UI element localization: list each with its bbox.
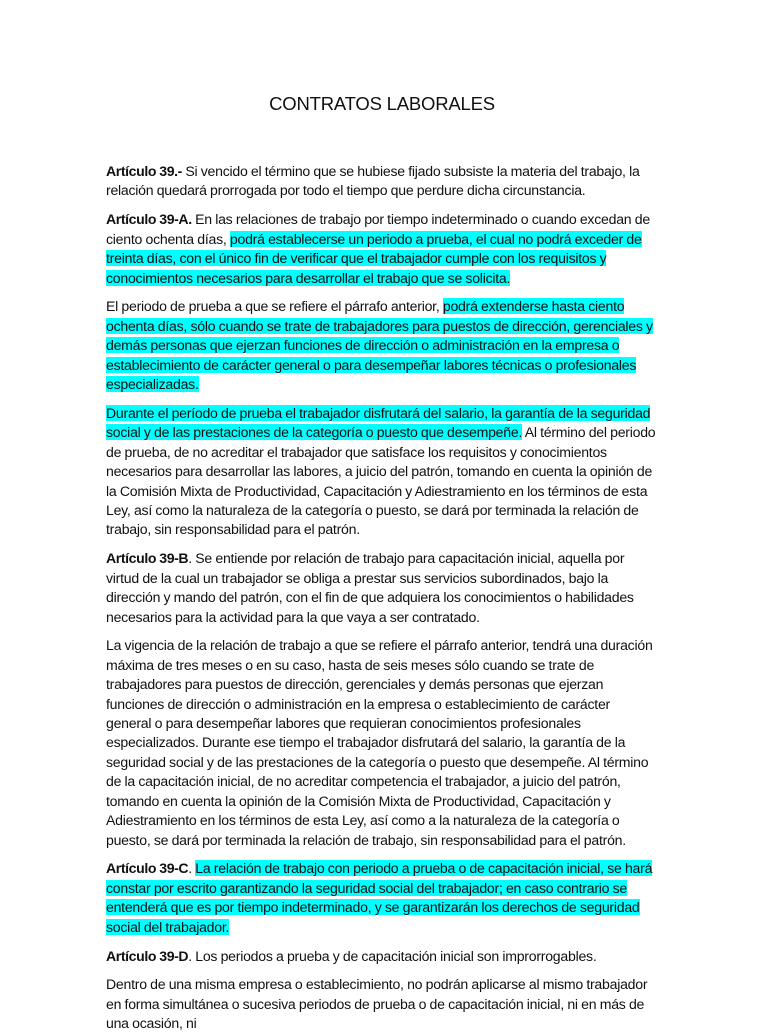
- highlighted-text: podrá extenderse hasta ciento ochenta días, sólo cuando se trate de trabajadores para puestos de dirección, gerenciales y demás personas que ejerzan funciones de dirección o administración en la empresa o establecimiento de carácter general o para desempeñar labores técnicas o profesionales especializadas.: [106, 298, 653, 393]
- paragraph-text: Al término del periodo de prueba, de no acreditar el trabajador que satisface los requisitos y conocimientos necesarios para desarrollar las labores, a juicio del patrón, tomando en cuenta la opinión de la Comisión Mixta de Productividad, Capacitación y Adiestramiento en los términos de esta Ley, así como la naturaleza de la categoría o puesto, se dará por terminada la relación de trabajo, sin responsabilidad para el patrón.: [106, 424, 656, 538]
- highlighted-text: Durante el período de prueba el trabajador disfrutará del salario, la garantía de la seguridad social y de las prestaciones de la categoría o puesto que desempeñe.: [106, 404, 651, 441]
- article-label: Artículo 39-C: [106, 860, 189, 877]
- document-title: CONTRATOS LABORALES: [269, 93, 495, 114]
- paragraph-text: Dentro de una misma empresa o establecimiento, no podrán aplicarse al mismo trabajador en forma simultánea o sucesiva periodos de prueba o de capacitación inicial, ni en más de una ocasión, ni: [106, 976, 648, 1032]
- article-label: Artículo 39-B: [106, 550, 189, 567]
- paragraph-article-39a: [106, 210, 658, 288]
- paragraph-article-39b: [106, 549, 658, 627]
- paragraph-article-39b-second: [106, 636, 658, 849]
- paragraph-article-39a-third: [106, 404, 658, 540]
- article-label: Artículo 39-D: [106, 947, 189, 964]
- highlighted-text: La relación de trabajo con periodo a prueba o de capacitación inicial, se hará constar por escrito garantizando la seguridad social del trabajador; en caso contrario se entenderá que es por tiempo indeterminado, y se garantizarán los derechos de seguridad social del trabajador.: [106, 860, 653, 935]
- article-label: Artículo 39.-: [106, 163, 182, 179]
- paragraph-article-39c: [106, 859, 658, 937]
- paragraph-text: El periodo de prueba a que se refiere el párrafo anterior,: [106, 298, 443, 315]
- paragraph-text: Si vencido el término que se hubiese fijado subsiste la materia del trabajo, la relación quedará prorrogada por todo el tiempo que perdure dicha circunstancia.: [106, 163, 640, 199]
- paragraph-text: En las relaciones de trabajo por tiempo indeterminado o cuando excedan de ciento ochenta días,: [106, 211, 650, 247]
- paragraph-text: . Los periodos a prueba y de capacitación inicial son improrrogables.: [188, 947, 597, 964]
- article-label: Artículo 39-A.: [106, 211, 192, 228]
- paragraph-article-39a-second: [106, 297, 658, 394]
- paragraph-article-39d: [106, 947, 658, 966]
- paragraph-text: La vigencia de la relación de trabajo a que se refiere el párrafo anterior, tendrá una duración máxima de tres meses o en su caso, hasta de seis meses sólo cuando se trate de trabajadores para puestos de dirección, gerenciales y demás personas que ejerzan funciones de dirección o administración en la empresa o establecimiento de carácter general o para desempeñar labores que requieran conocimientos profesionales especializados. Durante ese tiempo el trabajador disfrutará del salario, la garantía de la seguridad social y de las prestaciones de la categoría o puesto que desempeñe. Al término de la capacitación inicial, de no acreditar competencia el trabajador, a juicio del patrón, tomando en cuenta la opinión de la Comisión Mixta de Productividad, Capacitación y Adiestramiento en los términos de esta Ley, así como a la naturaleza de la categoría o puesto, se dará por terminada la relación de trabajo, sin responsabilidad para el patrón.: [106, 637, 653, 848]
- paragraph-article-39d-second: [106, 975, 658, 1033]
- highlighted-text: podrá establecerse un periodo a prueba, el cual no podrá exceder de treinta días, con el único fin de verificar que el trabajador cumple con los requisitos y conocimientos necesarios para desarrollar el trabajo que se solicita.: [106, 230, 642, 286]
- paragraph-article-39: [106, 162, 658, 201]
- paragraph-text: .: [188, 860, 196, 877]
- paragraph-text: . Se entiende por relación de trabajo para capacitación inicial, aquella por virtud de la cual un trabajador se obliga a prestar sus servicios subordinados, bajo la dirección y mando del patrón, con el fin de que adquiera los conocimientos o habilidades necesarios para la actividad para la que vaya a ser contratado.: [106, 550, 634, 625]
